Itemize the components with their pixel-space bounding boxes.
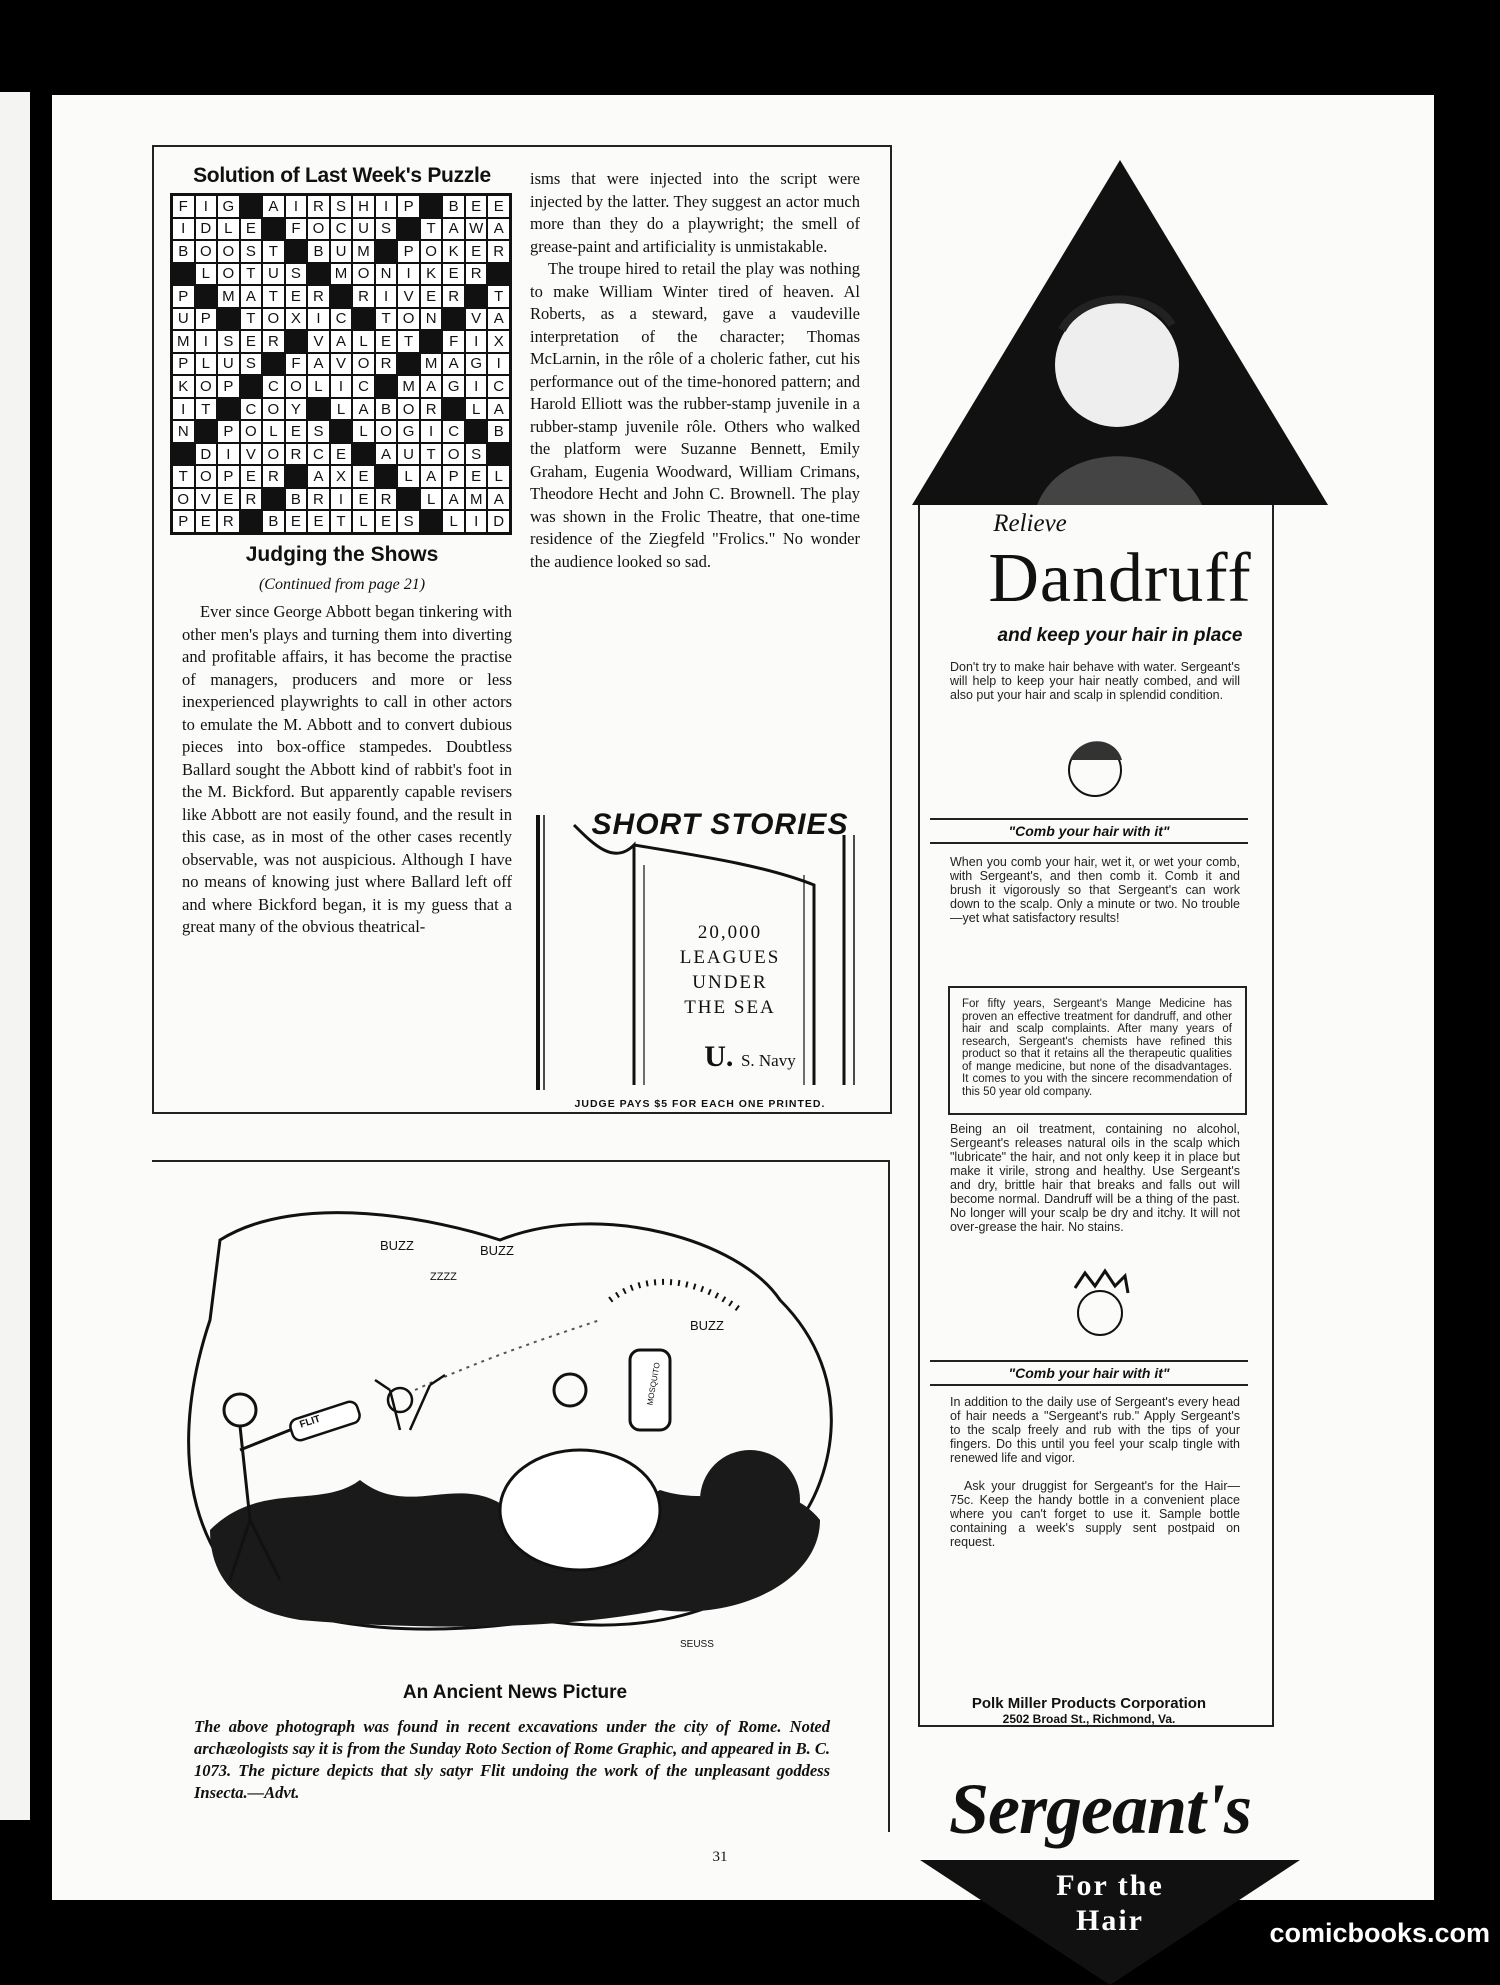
grid-letter-cell: I [420,420,443,443]
grid-letter-cell: R [262,465,285,488]
grid-letter-cell: O [442,443,465,466]
flit-label: FLIT [298,1413,322,1431]
ad-paragraph: Being an oil treatment, containing no alcohol, Sergeant's releases natural oils in the scalp which "lubricate" the hair, and not only keep it in place but make it virile, strong and healthy. Use Sergeant's and dry, brittle hair that breaks and falls out will become normal. Dandruff will be a thing of the past. No longer will your scalp be dry and itchy. It will not over-grease the hair. No stains. [950,1122,1240,1234]
grid-letter-cell: A [330,330,353,353]
grid-letter-cell: E [375,330,398,353]
grid-letter-cell: C [262,375,285,398]
grid-letter-cell: P [172,353,195,376]
grid-letter-cell: Y [285,398,308,421]
grid-letter-cell: E [330,443,353,466]
grid-letter-cell: L [217,218,240,241]
grid-letter-cell: T [420,218,443,241]
grid-letter-cell: I [465,330,488,353]
grid-letter-cell: L [352,510,375,533]
company-address: 2502 Broad St., Richmond, Va. [1002,1712,1176,1726]
grid-black-square [285,465,308,488]
grid-letter-cell: R [307,285,330,308]
grid-letter-cell: S [397,510,420,533]
grid-letter-cell: E [240,465,263,488]
grid-letter-cell: U [352,218,375,241]
grid-letter-cell: V [240,443,263,466]
grid-letter-cell: N [172,420,195,443]
short-stories-line: LEAGUES [679,947,781,968]
source-watermark: comicbooks.com [1269,1918,1490,1948]
grid-letter-cell: M [172,330,195,353]
grid-letter-cell: P [172,510,195,533]
grid-letter-cell: R [262,330,285,353]
grid-letter-cell: T [487,285,510,308]
fifty-years-box [948,986,1247,1115]
comb-slogan: "Comb your hair with it" [930,818,1248,844]
grid-letter-cell: A [420,465,443,488]
grid-black-square [217,398,240,421]
grid-letter-cell: A [375,443,398,466]
grid-letter-cell: E [285,510,308,533]
grid-letter-cell: C [307,443,330,466]
grid-letter-cell: O [195,375,218,398]
grid-letter-cell: L [442,510,465,533]
grid-letter-cell: R [217,510,240,533]
grid-letter-cell: M [420,353,443,376]
grid-black-square [285,330,308,353]
grid-letter-cell: P [217,465,240,488]
grid-letter-cell: H [352,195,375,218]
grid-letter-cell: K [172,375,195,398]
grid-letter-cell: A [307,353,330,376]
grid-letter-cell: A [352,398,375,421]
grid-letter-cell: O [352,263,375,286]
grid-letter-cell: O [217,263,240,286]
grid-letter-cell: S [217,330,240,353]
puzzle-title: Solution of Last Week's Puzzle [193,164,491,187]
grid-letter-cell: O [397,308,420,331]
grid-letter-cell: S [465,443,488,466]
grid-letter-cell: F [285,353,308,376]
woman-combing-illustration [1050,730,1140,810]
grid-letter-cell: B [375,398,398,421]
short-stories-text [630,920,830,1020]
grid-letter-cell: P [195,308,218,331]
grid-letter-cell: F [442,330,465,353]
grid-black-square [420,195,443,218]
grid-letter-cell: K [420,263,443,286]
crossword-grid [170,193,512,535]
grid-letter-cell: O [217,240,240,263]
grid-black-square [397,353,420,376]
grid-letter-cell: C [487,375,510,398]
grid-letter-cell: I [172,398,195,421]
page-number: 31 [712,1849,728,1865]
grid-black-square [240,375,263,398]
grid-letter-cell: R [420,398,443,421]
grid-letter-cell: L [420,488,443,511]
tagline-line: Hair [1076,1904,1144,1937]
grid-letter-cell: A [420,375,443,398]
grid-letter-cell: V [330,353,353,376]
grid-letter-cell: X [285,308,308,331]
grid-letter-cell: T [330,510,353,533]
bottle-label: MOSQUITO [645,1361,662,1406]
grid-black-square [352,308,375,331]
grid-letter-cell: R [465,263,488,286]
buzz-text: BUZZ [690,1318,724,1333]
grid-letter-cell: B [307,240,330,263]
grid-letter-cell: S [240,240,263,263]
grid-letter-cell: E [240,218,263,241]
grid-letter-cell: I [217,443,240,466]
grid-letter-cell: I [465,375,488,398]
ad-headline: Dandruff [988,540,1252,617]
zzz-text: ZZZZ [430,1271,457,1283]
grid-letter-cell: V [397,285,420,308]
grid-letter-cell: I [195,195,218,218]
brand-logo: Sergeant's [948,1769,1252,1849]
grid-black-square [397,218,420,241]
grid-letter-cell: A [307,465,330,488]
grid-letter-cell: I [195,330,218,353]
grid-letter-cell: G [465,353,488,376]
grid-letter-cell: P [397,240,420,263]
company-block [930,1695,1248,1726]
grid-letter-cell: C [352,375,375,398]
short-stories-signature [660,1040,840,1074]
grid-letter-cell: E [465,465,488,488]
grid-black-square [420,510,443,533]
grid-letter-cell: L [352,420,375,443]
grid-letter-cell: O [195,465,218,488]
grid-letter-cell: E [352,465,375,488]
grid-letter-cell: M [330,263,353,286]
grid-letter-cell: I [465,510,488,533]
comb-slogan: "Comb your hair with it" [930,1360,1248,1386]
grid-letter-cell: P [172,285,195,308]
grid-letter-cell: E [442,263,465,286]
cartoon-illustration [180,1180,870,1660]
grid-letter-cell: L [397,465,420,488]
grid-letter-cell: E [217,488,240,511]
grid-letter-cell: E [240,330,263,353]
grid-letter-cell: C [442,420,465,443]
grid-letter-cell: C [240,398,263,421]
grid-letter-cell: R [442,285,465,308]
grid-letter-cell: X [330,465,353,488]
grid-letter-cell: C [330,218,353,241]
grid-black-square [195,420,218,443]
grid-letter-cell: U [330,240,353,263]
grid-letter-cell: T [240,308,263,331]
article-paragraph: isms that were injected into the script were injected by the latter. They suggest an actor much more than they do a playwright; the smell of grease-paint and artificiality is unmistakable. [530,169,860,256]
grid-letter-cell: L [195,353,218,376]
continued-note: (Continued from page 21) [258,576,426,593]
short-stories-line: THE SEA [684,997,776,1018]
cartoon-signature: SEUSS [680,1639,714,1650]
grid-letter-cell: O [172,488,195,511]
grid-black-square [352,443,375,466]
grid-letter-cell: R [307,488,330,511]
grid-letter-cell: U [172,308,195,331]
grid-black-square [465,420,488,443]
grid-letter-cell: I [487,353,510,376]
grid-letter-cell: E [420,285,443,308]
grid-letter-cell: B [262,510,285,533]
grid-letter-cell: V [465,308,488,331]
grid-letter-cell: I [375,195,398,218]
grid-letter-cell: T [195,398,218,421]
grid-letter-cell: A [442,218,465,241]
grid-black-square [375,240,398,263]
ad-paragraph: Ask your druggist for Sergeant's for the Hair—75c. Keep the handy bottle in a convenient place where you can't forget to use it. Sample bottle containing a week's supply sent postpaid on request. [950,1479,1240,1549]
grid-letter-cell: O [262,398,285,421]
buzz-text: BUZZ [480,1243,514,1258]
grid-letter-cell: A [442,488,465,511]
grid-letter-cell: U [397,443,420,466]
grid-black-square [330,420,353,443]
signature-initial: U. [704,1040,734,1073]
grid-letter-cell: S [307,420,330,443]
grid-letter-cell: R [375,353,398,376]
grid-letter-cell: O [375,420,398,443]
article-paragraph: Ever since George Abbott began tinkering with other men's plays and turning them into diverting and profitable affairs, it has become the practise of managers, producers and more or less inexperienced playwrights to call in other actors to emulate the M. Abbott and to convert dubious pieces into box-office stampedes. Doubtless Ballard sought the Abbott kind of rabbit's foot in the M. Bickford. But apparently capable revisers like Abbott are not easily found, and the result in this case, as in most of the other cases recently observable, was not auspicious. Although I have no means of knowing just where Ballard left off and where Bickford began, it is my guess that a great many of the obvious theatrical- [182,602,512,936]
grid-black-square [442,398,465,421]
grid-letter-cell: P [397,195,420,218]
grid-black-square [487,443,510,466]
grid-letter-cell: L [330,398,353,421]
grid-letter-cell: O [420,240,443,263]
grid-letter-cell: O [307,218,330,241]
article-column-2 [530,168,860,573]
ad-paragraph: When you comb your hair, wet it, or wet your comb, with Sergeant's, and then comb it. Comb it and brush it vigorously so that Sergeant's can work down to the scalp. Only a minute or two. No trouble —yet what satisfactory results! [950,855,1240,925]
grid-letter-cell: A [487,218,510,241]
grid-letter-cell: A [240,285,263,308]
ad-subheadline: and keep your hair in place [997,625,1243,646]
man-combing-illustration [1060,1268,1140,1348]
short-stories-line: UNDER [692,972,768,993]
grid-black-square [262,218,285,241]
grid-letter-cell: O [397,398,420,421]
article-title: Judging the Shows [245,543,439,566]
grid-letter-cell: G [442,375,465,398]
grid-letter-cell: V [195,488,218,511]
grid-letter-cell: B [285,488,308,511]
grid-black-square [375,375,398,398]
judge-pays-note: JUDGE PAYS $5 FOR EACH ONE PRINTED. [574,1098,826,1110]
grid-letter-cell: B [442,195,465,218]
grid-letter-cell: B [172,240,195,263]
grid-letter-cell: C [330,308,353,331]
grid-letter-cell: R [375,488,398,511]
grid-letter-cell: T [375,308,398,331]
grid-letter-cell: U [217,353,240,376]
grid-letter-cell: T [262,285,285,308]
grid-letter-cell: M [397,375,420,398]
grid-letter-cell: T [397,330,420,353]
grid-letter-cell: R [240,488,263,511]
grid-letter-cell: D [195,218,218,241]
grid-black-square [397,488,420,511]
grid-letter-cell: E [375,510,398,533]
grid-letter-cell: A [487,398,510,421]
grid-black-square [172,443,195,466]
article-column-1 [182,601,512,939]
grid-letter-cell: A [442,353,465,376]
grid-letter-cell: K [442,240,465,263]
ad-relieve-text: Relieve [993,510,1067,537]
grid-letter-cell: T [420,443,443,466]
grid-letter-cell: O [262,308,285,331]
grid-letter-cell: V [307,330,330,353]
grid-black-square [420,330,443,353]
grid-black-square [217,308,240,331]
grid-letter-cell: S [240,353,263,376]
grid-letter-cell: T [240,263,263,286]
grid-letter-cell: L [195,263,218,286]
grid-letter-cell: A [487,308,510,331]
grid-letter-cell: L [487,465,510,488]
grid-letter-cell: A [262,195,285,218]
grid-letter-cell: S [330,195,353,218]
grid-letter-cell: I [307,308,330,331]
grid-black-square [262,353,285,376]
grid-letter-cell: L [307,375,330,398]
grid-letter-cell: I [375,285,398,308]
grid-black-square [442,308,465,331]
grid-letter-cell: F [285,218,308,241]
grid-black-square [285,240,308,263]
grid-letter-cell: L [465,398,488,421]
grid-letter-cell: U [262,263,285,286]
grid-letter-cell: O [195,240,218,263]
grid-letter-cell: E [285,420,308,443]
grid-letter-cell: M [217,285,240,308]
signature-rest: S. Navy [740,1051,796,1070]
grid-black-square [240,510,263,533]
grid-letter-cell: M [465,488,488,511]
grid-black-square [195,285,218,308]
grid-letter-cell: I [330,375,353,398]
grid-letter-cell: D [487,510,510,533]
grid-letter-cell: E [285,285,308,308]
grid-black-square [330,285,353,308]
grid-letter-cell: E [352,488,375,511]
article-paragraph: The troupe hired to retail the play was nothing to make William Winter tired of heaven. Al Roberts, as a steward, gave a vaudeville interpretation of the character; Thomas McLarnin, in the rôle of a choleric father, cut his performance out of the time-honored pattern; and Harold Elliott was the rubber-stamp juvenile in a rubber-stamp juvenile rôle. Others who walked the platform were Suzanne Bennett, Emily Graham, Eugenia Woodward, William Crimans, Theodore Hecht and John C. Brownell. The play was shown in the Frolic Theatre, that one-time residence of the Ziegfeld "Frolics." No wonder the audience looked so sad. [530,259,860,571]
grid-letter-cell: E [465,195,488,218]
grid-black-square [375,465,398,488]
buzz-text: BUZZ [380,1238,414,1253]
short-stories-line: 20,000 [697,922,763,943]
grid-letter-cell: O [285,375,308,398]
grid-letter-cell: F [172,195,195,218]
grid-letter-cell: D [195,443,218,466]
fifty-years-text: For fifty years, Sergeant's Mange Medicine has proven an effective treatment for dandruff, and other hair and scalp complaints. After many years of research, Sergeant's chemists have refined this product so that it retains all the therapeutic qualities of mange medicine, but none of the disadvantages. It comes to you with the sincere recommendation of this 50 year old company. [962,998,1232,1098]
grid-letter-cell: E [195,510,218,533]
grid-black-square [240,195,263,218]
grid-black-square [262,488,285,511]
grid-letter-cell: L [352,330,375,353]
ad-triangle-portrait [912,160,1328,505]
grid-black-square [307,398,330,421]
tagline-line: For the [1056,1869,1164,1902]
grid-letter-cell: I [330,488,353,511]
grid-black-square [487,263,510,286]
grid-letter-cell: G [397,420,420,443]
grid-letter-cell: E [465,240,488,263]
grid-letter-cell: G [217,195,240,218]
grid-letter-cell: I [397,263,420,286]
grid-letter-cell: P [217,420,240,443]
grid-letter-cell: S [285,263,308,286]
grid-letter-cell: S [375,218,398,241]
grid-letter-cell: R [487,240,510,263]
grid-letter-cell: T [262,240,285,263]
grid-letter-cell: W [465,218,488,241]
facing-page-edge [0,92,30,1820]
grid-letter-cell: X [487,330,510,353]
short-stories-title: SHORT STORIES [591,808,849,841]
grid-letter-cell: R [307,195,330,218]
grid-letter-cell: R [285,443,308,466]
grid-letter-cell: P [442,465,465,488]
grid-black-square [465,285,488,308]
grid-black-square [307,263,330,286]
grid-letter-cell: O [240,420,263,443]
company-name: Polk Miller Products Corporation [971,1695,1207,1712]
ad-intro: Don't try to make hair behave with water. Sergeant's will help to keep your hair neatly combed, and will also put your hair and scalp in splendid condition. [950,660,1240,702]
grid-letter-cell: N [375,263,398,286]
grid-letter-cell: E [487,195,510,218]
grid-letter-cell: M [352,240,375,263]
grid-letter-cell: O [352,353,375,376]
ad-paragraph: In addition to the daily use of Sergeant's every head of hair needs a "Sergeant's rub." Apply Sergeant's to the scalp freely and rub with the tips of your fingers. Do this until you feel your scalp tingle with renewed life and vigor. [950,1395,1240,1465]
grid-letter-cell: E [307,510,330,533]
cartoon-caption-title: An Ancient News Picture [402,1682,628,1703]
grid-letter-cell: O [262,443,285,466]
grid-letter-cell: P [217,375,240,398]
grid-letter-cell: A [487,488,510,511]
grid-letter-cell: L [262,420,285,443]
grid-letter-cell: I [172,218,195,241]
grid-letter-cell: R [352,285,375,308]
grid-black-square [172,263,195,286]
cartoon-caption: The above photograph was found in recent excavations under the city of Rome. Noted archæologists say it is from the Sunday Roto Section of Rome Graphic, and appeared in B. C. 1073. The picture depicts that sly satyr Flit undoing the work of the unpleasant goddess Insecta.—Advt. [194,1717,830,1802]
grid-letter-cell: N [420,308,443,331]
grid-letter-cell: I [285,195,308,218]
grid-letter-cell: B [487,420,510,443]
grid-letter-cell: T [172,465,195,488]
